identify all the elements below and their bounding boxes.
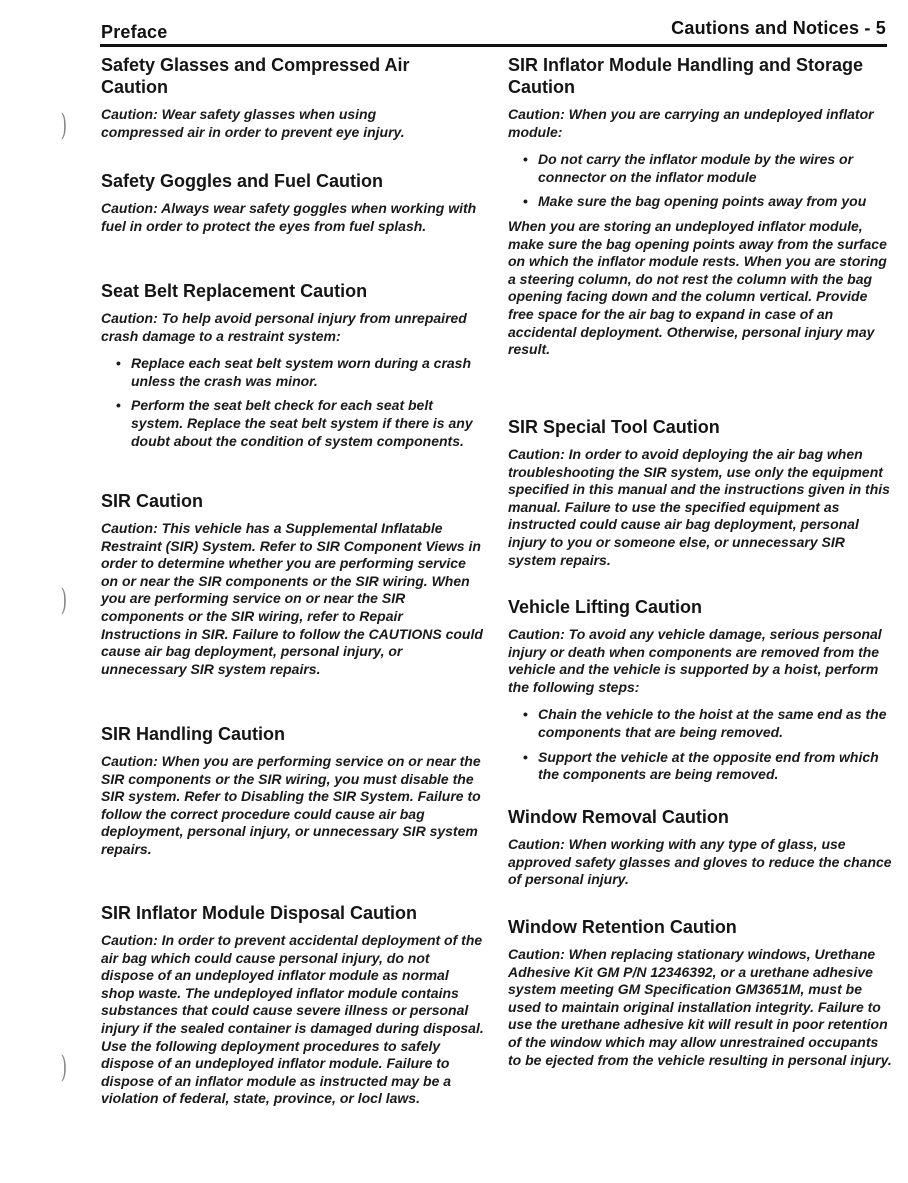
section-title: Seat Belt Replacement Caution	[101, 281, 368, 301]
caution-section	[508, 596, 893, 791]
header-rule	[100, 44, 887, 47]
header-section-label: Preface	[101, 22, 168, 42]
section-title: Safety Glasses and Compressed Air Caution	[101, 55, 410, 97]
storage-text: When you are storing an undeployed inflator module, make sure the bag opening points away from the surface on which the inflator module rests. When you are storing a steering column, do not rest the column with the bag opening facing down and the column vertical. Provide free space for the air bag to expand in case of an accidental deployment. Otherwise, personal injury may result.	[508, 217, 887, 358]
list-item: • Support the vehicle at the opposite end from which the components are being removed.	[523, 748, 879, 783]
bullet-list	[508, 151, 893, 211]
caution-section	[101, 490, 486, 678]
caution-text: Caution: Wear safety glasses when using compressed air in order to prevent eye injury.	[101, 106, 405, 140]
caution-text: Caution: When working with any type of glass, use approved safety glasses and gloves to reduce the chance of personal injury.	[508, 836, 892, 888]
caution-section	[101, 280, 486, 457]
section-title: SIR Caution	[101, 491, 203, 511]
list-item: • Make sure the bag opening points away from you	[523, 193, 867, 210]
list-item: • Replace each seat belt system worn during a crash unless the crash was minor.	[116, 355, 472, 389]
caution-section	[508, 54, 893, 359]
caution-text: Caution: When you are carrying an undeployed inflator module:	[508, 106, 874, 140]
section-title: SIR Inflator Module Disposal Caution	[101, 903, 418, 923]
caution-text: Caution: To help avoid personal injury from unrepaired crash damage to a restraint system:	[101, 310, 467, 344]
caution-text: Caution: To avoid any vehicle damage, serious personal injury or death when components are removed from the vehicle and the vehicle is supported by a hoist, perform the following steps:	[508, 626, 882, 695]
binder-hole-mark: )	[60, 1050, 68, 1085]
list-item: • Chain the vehicle to the hoist at the same end as the components that are being removed.	[523, 706, 887, 740]
caution-section	[508, 916, 893, 1069]
section-title: SIR Inflator Module Handling and Storage Caution	[508, 55, 864, 97]
section-title: SIR Handling Caution	[101, 724, 285, 744]
section-title: SIR Special Tool Caution	[508, 417, 720, 437]
list-item: • Do not carry the inflator module by the wires or connector on the inflator module	[523, 151, 854, 185]
caution-text: Caution: When you are performing service on or near the SIR components or the SIR wiring, you must disable the SIR system. Refer to Disabling the SIR System. Failure to follow the correct procedure could cause air bag deployment, personal injury, or unnecessary SIR system repairs.	[101, 753, 481, 857]
bullet-list	[508, 706, 893, 783]
section-title: Safety Goggles and Fuel Caution	[101, 171, 384, 191]
header-page-title: Cautions and Notices - 5	[671, 18, 886, 38]
list-item: • Perform the seat belt check for each seat belt system. Replace the seat belt system if there is any doubt about the condition of system components.	[116, 397, 473, 449]
caution-section	[101, 54, 441, 141]
caution-section	[508, 416, 893, 569]
caution-section	[508, 806, 893, 889]
section-title: Window Retention Caution	[508, 917, 737, 937]
section-title: Vehicle Lifting Caution	[508, 597, 703, 617]
caution-text: Caution: In order to avoid deploying the air bag when troubleshooting the SIR system, use only the equipment specified in this manual and the instructions given in this manual. Failure to use the specified equipment as instructed could cause air bag deployment, personal injury to you or someone else, or unnecessary SIR system repairs.	[508, 446, 890, 568]
caution-section	[101, 170, 486, 235]
caution-text: Caution: Always wear safety goggles when working with fuel in order to protect the eyes from fuel splash.	[101, 200, 477, 234]
caution-text: Caution: This vehicle has a Supplemental Inflatable Restraint (SIR) System. Refer to SIR Component Views in order to determine whether you are performing service on or near the SIR components or the SIR wiring. When you are performing service on or near the SIR components or the SIR wiring, refer to Repair Instructions in SIR. Failure to follow the CAUTIONS could cause air bag deployment, personal injury, or unnecessary SIR system repairs.	[101, 520, 483, 677]
caution-section	[101, 902, 486, 1108]
section-title: Window Removal Caution	[508, 807, 729, 827]
caution-text: Caution: When replacing stationary windows, Urethane Adhesive Kit GM P/N 12346392, or a urethane adhesive system meeting GM Specification GM3651M, must be used to maintain original installation integrity. Failure to use the urethane adhesive kit will result in poor retention of the window which may allow unrestrained occupants to be ejected from the vehicle resulting in personal injury.	[508, 946, 892, 1068]
bullet-list	[101, 355, 486, 450]
caution-text: Caution: In order to prevent accidental deployment of the air bag which could cause personal injury, do not dispose of an undeployed inflator module as normal shop waste. The undeployed inflator module contains substances that could cause severe illness or personal injury if the sealed container is damaged during disposal. Use the following deployment procedures to safely dispose of an undeployed inflator module. Failure to dispose of an inflator module as instructed may be a violation of federal, state, province, or locl laws.	[101, 932, 484, 1107]
binder-hole-mark: )	[60, 583, 68, 618]
caution-section	[101, 723, 486, 859]
binder-hole-mark: )	[60, 108, 68, 143]
